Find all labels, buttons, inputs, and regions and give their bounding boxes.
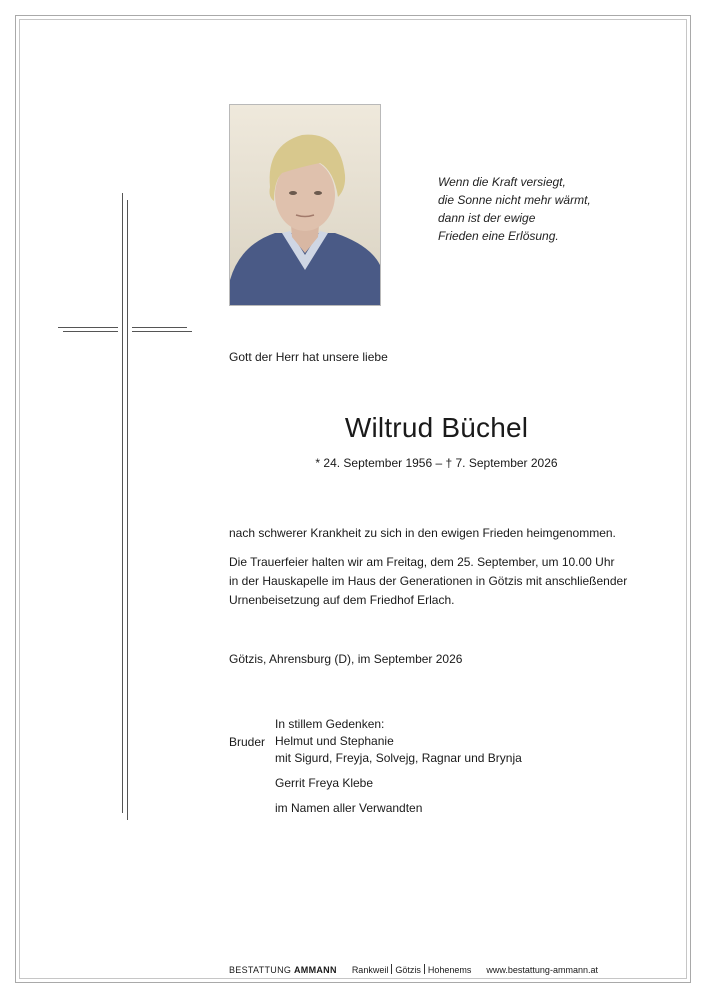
cross-vertical-line [122,193,123,813]
portrait-photo [229,104,381,306]
signature-heading: In stillem Gedenken: [275,717,385,731]
funeral-details-line: Urnenbeisetzung auf dem Friedhof Erlach. [229,593,455,607]
cross-horizontal-line [132,327,187,328]
cross-horizontal-line [58,327,118,328]
deceased-name: Wiltrud Büchel [344,412,529,443]
funeral-details-line: in der Hauskapelle im Haus der Generationen in Götzis mit anschließender [229,574,628,588]
intro-text: Gott der Herr hat unsere liebe [229,350,388,364]
signature-line: Gerrit Freya Klebe [275,776,374,790]
location: Rankweil [351,965,389,975]
quote [438,173,638,245]
signature-line: mit Sigurd, Freyja, Solvejg, Ragnar und Brynja [275,751,522,765]
life-dates: * 24. September 1956 – † 7. September 2026 [315,456,558,470]
signature-line: im Namen aller Verwandten [275,801,423,815]
portrait-illustration [230,105,380,305]
signature-block [275,716,522,817]
quote-line: Frieden eine Erlösung. [438,229,559,243]
footer [229,964,598,975]
separator [424,964,425,974]
quote-line: die Sonne nicht mehr wärmt, [438,193,591,207]
cross-horizontal-line [63,331,118,332]
cross-vertical-line [127,200,128,820]
funeral-details [229,553,627,610]
relation-label: Bruder [229,735,266,749]
location: Hohenems [427,965,472,975]
location: Götzis [395,965,421,975]
place-and-date: Götzis, Ahrensburg (D), im September 2026 [229,652,463,666]
signature-line: Helmut und Stephanie [275,734,394,748]
quote-line: Wenn die Kraft versiegt, [438,175,566,189]
funeral-home-name [229,965,337,975]
quote-line: dann ist der ewige [438,211,536,225]
firm-name: AMMANN [293,965,337,975]
funeral-details-line: Die Trauerfeier halten wir am Freitag, dem 25. September, um 10.00 Uhr [229,555,615,569]
separator [391,964,392,974]
announcement-paragraph: nach schwerer Krankheit zu sich in den ewigen Frieden heimgenommen. [229,526,616,540]
website-link[interactable]: www.bestattung-ammann.at [486,965,598,975]
cross-horizontal-line [132,331,192,332]
firm-prefix: BESTATTUNG [229,965,292,975]
